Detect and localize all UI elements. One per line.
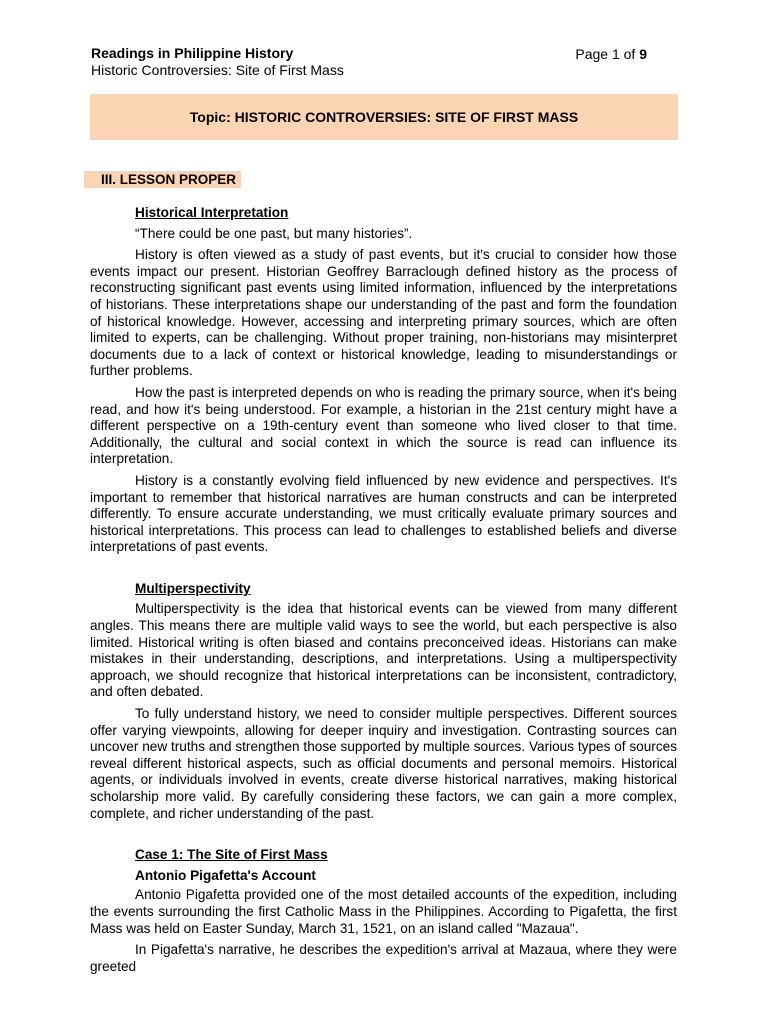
heading-case-1: Case 1: The Site of First Mass: [135, 847, 328, 863]
course-title: Readings in Philippine History: [91, 45, 294, 61]
spacer: [90, 827, 677, 847]
subheading-pigafetta: Antonio Pigafetta's Account: [135, 867, 316, 883]
paragraph: Multiperspectivity is the idea that historical events can be viewed from many different angles. This means there are multiple valid ways to see the world, but each perspective is also limited. Historical writing is often biased and contains preconceived ideas. Historians can make mistakes in their understanding, descriptions, and interpretations. Using a multiperspectivity approach, we should recognize that historical interpretations can be inconsistent, contradictory, and often debated.: [90, 601, 677, 700]
page-number: [575, 46, 647, 63]
paragraph: To fully understand history, we need to consider multiple perspectives. Different sources offer varying viewpoints, allowing for deeper inquiry and investigation. Contrasting sources can uncover new truths and strengthen those supported by multiple sources. Various types of sources reveal different historical aspects, such as official documents and personal memoirs. Historical agents, or individuals involved in events, create diverse historical narratives, making historical scholarship more valid. By carefully considering these factors, we can gain a more complex, complete, and richer understanding of the past.: [90, 706, 677, 821]
paragraph: Antonio Pigafetta provided one of the most detailed accounts of the expedition, including the events surrounding the first Catholic Mass in the Philippines. According to Pigafetta, the first Mass was held on Easter Sunday, March 31, 1521, on an island called "Mazaua".: [90, 887, 677, 936]
paragraph: In Pigafetta's narrative, he describes the expedition's arrival at Mazaua, where they were greeted: [90, 942, 677, 974]
heading-historical-interpretation: Historical Interpretation: [135, 205, 289, 220]
paragraph: History is often viewed as a study of past events, but it's crucial to consider how those events impact our present. Historian Geoffrey Barraclough defined history as the process of reconstructing significant past events using limited information, influenced by the interpretations of historians. These interpretations shape our understanding of the past and form the foundation of historical knowledge. However, accessing and interpreting primary sources, which are often limited to experts, can be challenging. Without proper training, non-historians may misinterpret documents due to a lack of context or historical knowledge, leading to misunderstandings or further problems.: [90, 247, 677, 379]
heading-multiperspectivity: Multiperspectivity: [135, 580, 251, 596]
paragraph: History is a constantly evolving field influenced by new evidence and perspectives. It's important to remember that historical narratives are human constructs and can be interpreted differently. To ensure accurate understanding, we must critically evaluate primary sources and historical interpretations. This process can lead to challenges to established beliefs and diverse interpretations of past events.: [90, 472, 677, 555]
page-number-prefix: Page 1 of: [575, 46, 640, 62]
topic-banner: Topic: HISTORIC CONTROVERSIES: SITE OF FIRST MASS: [90, 94, 678, 140]
paragraph: How the past is interpreted depends on who is reading the primary source, when it's being read, and how it's being understood. For example, a historian in the 21st century might have a different perspective on a 19th-century event than someone who lived closer to that time. Additionally, the cultural and social context in which the source is read can influence its interpretation.: [90, 384, 677, 467]
page-header: [91, 45, 344, 79]
quote-paragraph: “There could be one past, but many histories”.: [135, 225, 413, 241]
spacer: [90, 561, 677, 581]
section-label: III. LESSON PROPER: [84, 171, 241, 188]
document-subtitle: Historic Controversies: Site of First Mass: [91, 62, 344, 78]
lesson-content: [90, 205, 677, 980]
page-total: 9: [639, 46, 647, 62]
